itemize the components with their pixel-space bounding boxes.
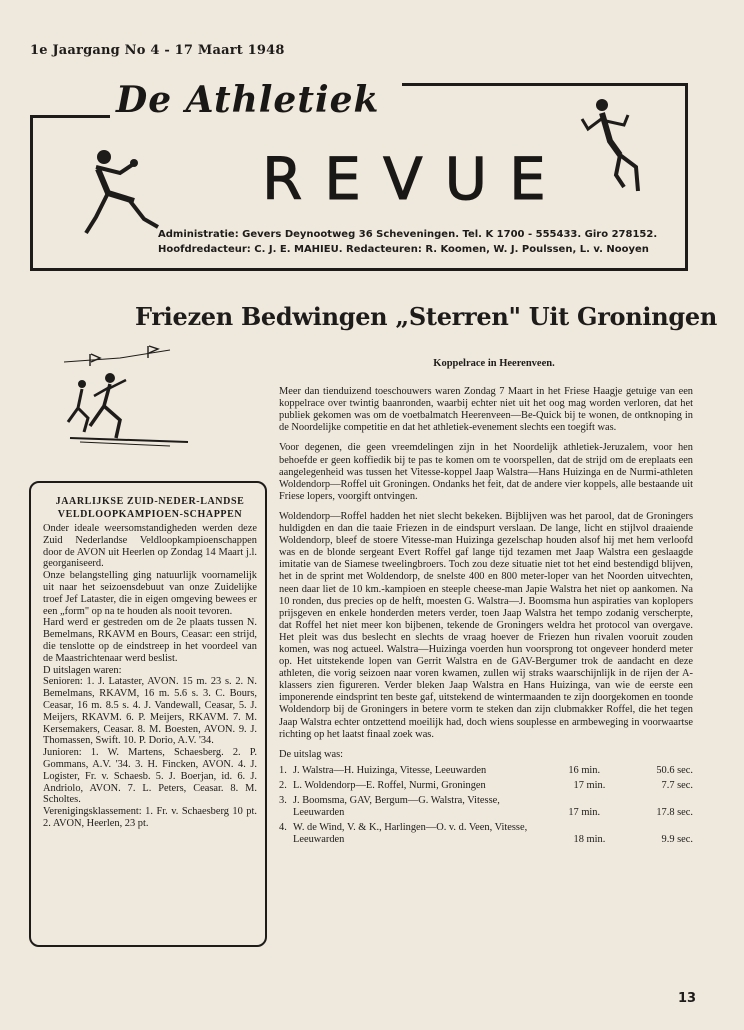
- result-names: L. Woldendorp—E. Roffel, Nurmi, Groningen: [293, 779, 486, 791]
- result-time: 18 min. 9.9 sec.: [573, 834, 693, 846]
- sidebar-paragraph: Onze belangstelling ging natuurlijk voornamelijk uit naar het seizoensdebuut van onze Zuidelijke troef Jef Lataster, die in eigen omgeving bewees er een „form" op na te houden als nooit tevoren.: [43, 570, 257, 617]
- sidebar-paragraph: Verenigingsklassement: 1. Fr. v. Schaesberg 10 pt. 2. AVON, Heerlen, 23 pt.: [43, 806, 257, 829]
- masthead-admin-info: [158, 227, 657, 257]
- sidebar-paragraph: Senioren: 1. J. Lataster, AVON. 15 m. 23 s. 2. N. Bemelmans, RKAVM, 16 m. 5.6 s. 3. C. Bours, Ceasar, 16 m. 8.5 s. 4. J. Vandewall, Ceasar, 5. J. Meijers, RKAVM. 6. P. Meijers, RKAVM. 7. M. Kersemakers, Ceasar. 8. M. Boesten, AVON. 9. J. Thomassen, Swift. 10. P. Dorio, A.V. '34.: [43, 676, 257, 747]
- result-row: [279, 765, 693, 777]
- result-names: J. Walstra—H. Huizinga, Vitesse, Leeuwarden: [293, 764, 487, 776]
- editors-line: Hoofdredacteur: C. J. E. MAHIEU. Redacteuren: R. Koomen, W. J. Poulssen, L. v. Nooyen: [158, 244, 649, 255]
- result-row: [279, 780, 693, 792]
- issue-line: 1e Jaargang No 4 - 17 Maart 1948: [30, 43, 285, 58]
- result-names: W. de Wind, V. & K., Harlingen—O. v. d. Veen, Vitesse,: [293, 822, 528, 834]
- result-rank: 3.: [279, 795, 287, 806]
- main-article: [279, 358, 693, 849]
- article-paragraph: Meer dan tienduizend toeschouwers waren Zondag 7 Maart in het Friese Haagje getuige van een koppelrace over twintig baanronden, waarbij echter niet uit het oog mag worden verloren, dat het publiek gekomen was om de voetbalmatch Heerenveen—Be-Quick bij te wonen, de ontknoping in de Noordelijke competitie en dat het athletiek-evenement slechts een toegift was.: [279, 386, 693, 434]
- sidebar-body: [43, 523, 257, 830]
- results-title: De uitslag was:: [279, 748, 344, 760]
- result-time: 16 min. 50.6 sec.: [568, 764, 693, 776]
- page-headline: Friezen Bedwingen „Sterren" Uit Groningen: [135, 302, 717, 331]
- shot-putter-illustration-icon: [74, 143, 164, 238]
- result-time: 17 min. 7.7 sec.: [573, 779, 693, 791]
- result-rank: 2.: [279, 779, 287, 791]
- masthead-frame-top-right: [402, 83, 688, 86]
- result-names-cont: Leeuwarden: [293, 834, 345, 846]
- masthead: [30, 79, 690, 273]
- sidebar-paragraph: D uitslagen waren:: [43, 664, 122, 676]
- article-subhead: Koppelrace in Heerenveen.: [433, 358, 555, 369]
- brand-script-title: De Athletiek: [116, 79, 380, 121]
- sidebar-box-south-championships: [29, 481, 267, 947]
- relay-race-sketch-icon: [60, 340, 190, 450]
- admin-line: Administratie: Gevers Deynootweg 36 Scheveningen. Tel. K 1700 - 555433. Giro 278152.: [158, 229, 658, 240]
- runner-illustration-icon: [576, 95, 646, 195]
- article-paragraph: Voor degenen, die geen vreemdelingen zijn in het Noordelijk athletiek-Jeruzalem, voor hen behoefde er geen koffiedik bij te pas te komen om te voorspellen, dat de strijd om de ereplaats een aangelegenheid was tussen het Vitesse-koppel Jaap Walstra—Hans Huizinga en de Nurmi-athleten Woldendorp—Roffel uit Groningen. Ondanks het feit, dat de andere vier koppels, alle bestaande uit Friese lopers, voorgift ontvingen.: [279, 442, 693, 502]
- masthead-frame-right: [685, 83, 688, 270]
- masthead-frame-top-left: [30, 115, 110, 118]
- result-names-cont: Leeuwarden: [293, 807, 345, 819]
- result-row: [279, 822, 693, 846]
- result-names: J. Boomsma, GAV, Bergum—G. Walstra, Vitesse,: [293, 795, 500, 806]
- result-rank: 1.: [279, 764, 287, 776]
- masthead-frame-bottom: [30, 268, 688, 271]
- sidebar-paragraph: Junioren: 1. W. Martens, Schaesberg. 2. P. Gommans, A.V. '34. 3. H. Fincken, AVON. 4. J. Logister, Fr. v. Schaesb. 5. J. Boerjan, id. 6. J. Andriolo, AVON. 7. L. Peters, Ceasar. 8. M. Scholtes.: [43, 747, 257, 806]
- sidebar-title: JAARLIJKSE ZUID-NEDER-LANDSE VELDLOOPKAMPIOEN-SCHAPPEN: [55, 496, 245, 520]
- result-row: [279, 795, 693, 819]
- result-time: 17 min. 17.8 sec.: [568, 807, 693, 819]
- sidebar-paragraph: Onder ideale weersomstandigheden werden deze Zuid Nederlandse Veldloopkampioenschappen door de AVON uit Heerlen op Zondag 14 Maart j.l. georganiseerd.: [43, 523, 257, 570]
- brand-revue-title: REVUE: [262, 145, 568, 213]
- sidebar-paragraph: Hard werd er gestreden om de 2e plaats tussen N. Bemelmans, RKAVM en Bours, Ceasar: een strijd, die tenslotte op de eindstreep in het voordeel van de Maastrichtenaar werd beslist.: [43, 617, 257, 664]
- results-list: [279, 765, 693, 847]
- result-rank: 4.: [279, 822, 287, 834]
- masthead-frame-left: [30, 115, 33, 270]
- page-number: 13: [678, 991, 697, 1006]
- article-paragraph: Woldendorp—Roffel hadden het niet slecht bekeken. Bijblijven was het parool, dat de Groningers huldigden en dan die taaie Friezen in de eindspurt verslaan. De lange, licht en stijlvol draaiende Woldendorp, bleef de stoere Vitesse-man Huizinga gezelschap houden alsof hij met hem verloofd was en de blonde sergeant Evert Roffel gaf lange tijd tezamen met Jaap Walstra een geslaagde imitatie van de Siamese tweelingbroers. Toch zou deze situatie niet tot het eind bestendigd blijven, het in de sprint met Woldendorp, de snelste 400 en 800 meter-loper van het Noorden uitvechten, neen daar liet de 10 km.-kampioen en steeple cheese-man Japie Walstra het niet op aankomen. Na 10 ronden, dus precies op de helft, moesten G. Walstra—J. Boomsma hun aspiraties van koplopers prijsgeven en enkele honderden meters verder, toen Jaap Walstra het tempo zodanig verscherpte, dat Roffel het niet meer kon bijbenen, tekende de Groningers weldra het protocol van overgave. Het pleit was dus beslecht en slechts de vraag hoever de Friezen hun rivalen vooruit zouden komen, was nog actueel. Walstra—Huizinga voerden hun voorsprong tot ongeveer honderd meter op. Het uitstekende lopen van Gerrit Walstra en de GAV-Bergumer trok de aandacht en deze athleten, die vorig seizoen naar voren kwamen, zullen wij straks waarschijnlijk in de rijen der A-klassers zien figureren. Verder bleken Jaap Walstra en Hans Huizinga, van wie de eerste een imponerende eindsprint ten beste gaf, uitstekend de wintermaanden te zijn doorgekomen en toonde Woldendorp bij de Groningers in betere vorm te steken dan zijn clubmakker Roffel, die het tegen Jaap Walstra echter ontzettend moeilijk had, doch wiens souplesse en armbeweging in voorwaartse richting op het laatst finaal zoek was.: [279, 510, 693, 740]
